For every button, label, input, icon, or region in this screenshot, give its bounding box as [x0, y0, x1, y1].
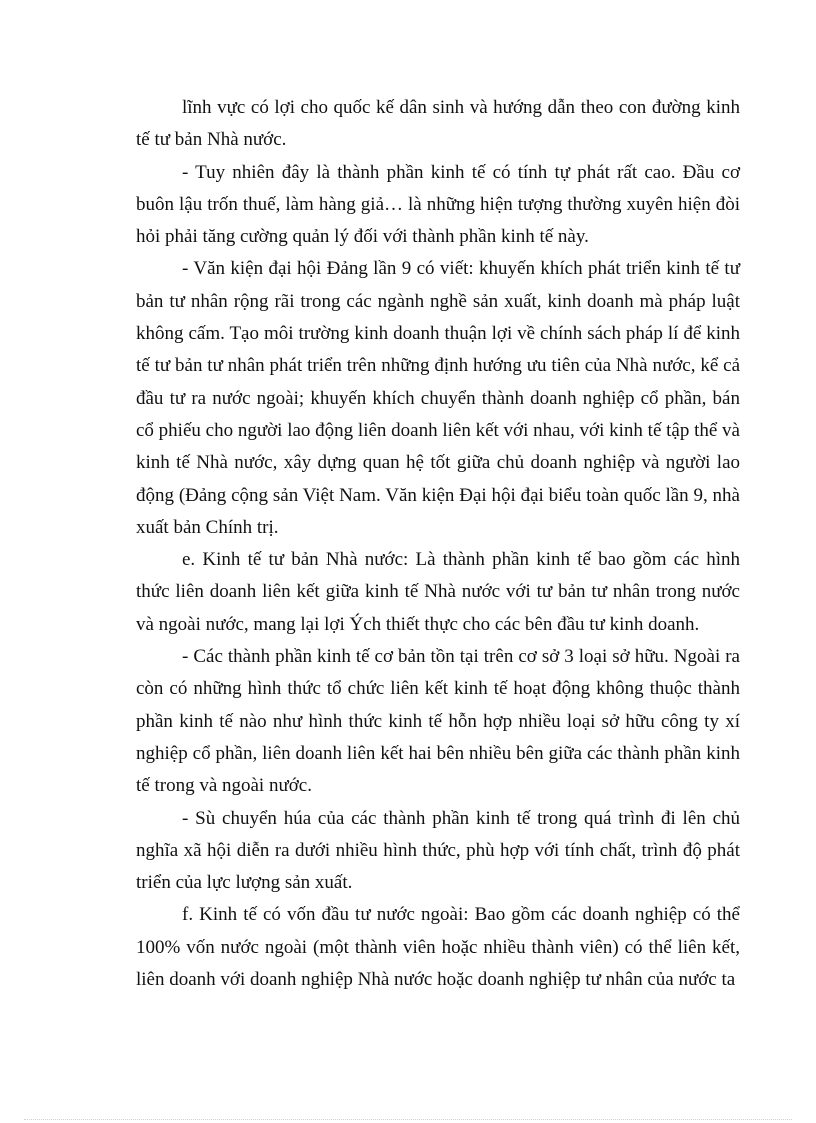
page-bottom-rule — [24, 1119, 792, 1120]
body-text — [136, 92, 740, 996]
paragraph: e. Kinh tế tư bản Nhà nước: Là thành phần kinh tế bao gồm các hình thức liên doanh liên kết giữa kinh tế Nhà nước với tư bản tư nhân trong nước và ngoài nước, mang lại lợi Ých thiết thực cho các bên đầu tư kinh doanh. — [136, 549, 740, 635]
paragraph: f. Kinh tế có vốn đầu tư nước ngoài: Bao gồm các doanh nghiệp có thể 100% vốn nước ngoài (một thành viên hoặc nhiều thành viên) có thể liên kết, liên doanh với doanh nghiệp Nhà nước hoặc doanh nghiệp tư nhân của nước ta — [136, 904, 740, 991]
paragraph: - Sù chuyển húa của các thành phần kinh tế trong quá trình đi lên chủ nghĩa xã hội diễn ra dưới nhiều hình thức, phù hợp với tính chất, trình độ phát triển của lực lượng sản xuất. — [136, 807, 740, 894]
paragraph: - Tuy nhiên đây là thành phần kinh tế có tính tự phát rất cao. Đầu cơ buôn lậu trốn thuế, làm hàng giả… là những hiện tượng thường xuyên hiện đòi hỏi phải tăng cường quản lý đối với thành phần kinh tế này. — [136, 161, 740, 248]
paragraph: - Các thành phần kinh tế cơ bản tồn tại trên cơ sở 3 loại sở hữu. Ngoài ra còn có những hình thức tổ chức liên kết kinh tế hoạt động không thuộc thành phần kinh tế nào như hình thức kinh tế hỗn hợp nhiều loại sở hữu công ty xí nghiệp cổ phần, liên doanh liên kết hai bên nhiều bên giữa các thành phần kinh tế trong và ngoài nước. — [136, 646, 740, 797]
paragraph: lĩnh vực có lợi cho quốc kế dân sinh và hướng dẫn theo con đường kinh tế tư bản Nhà nước. — [136, 97, 740, 151]
paragraph: - Văn kiện đại hội Đảng lần 9 có viết: khuyến khích phát triển kinh tế tư bản tư nhân rộng rãi trong các ngành nghề sản xuất, kinh doanh mà pháp luật không cấm. Tạo môi trường kinh doanh thuận lợi về chính sách pháp lí để kinh tế tư bản tư nhân phát triển trên những định hướng ưu tiên của Nhà nước, kể cả đầu tư ra nước ngoài; khuyến khích chuyển thành doanh nghiệp cổ phần, bán cổ phiếu cho người lao động liên doanh liên kết với nhau, với kinh tế tập thể và kinh tế Nhà nước, xây dựng quan hệ tốt giữa chủ doanh nghiệp và người lao động (Đảng cộng sản Việt Nam. Văn kiện Đại hội đại biểu toàn quốc lần 9, nhà xuất bản Chính trị. — [136, 258, 740, 538]
